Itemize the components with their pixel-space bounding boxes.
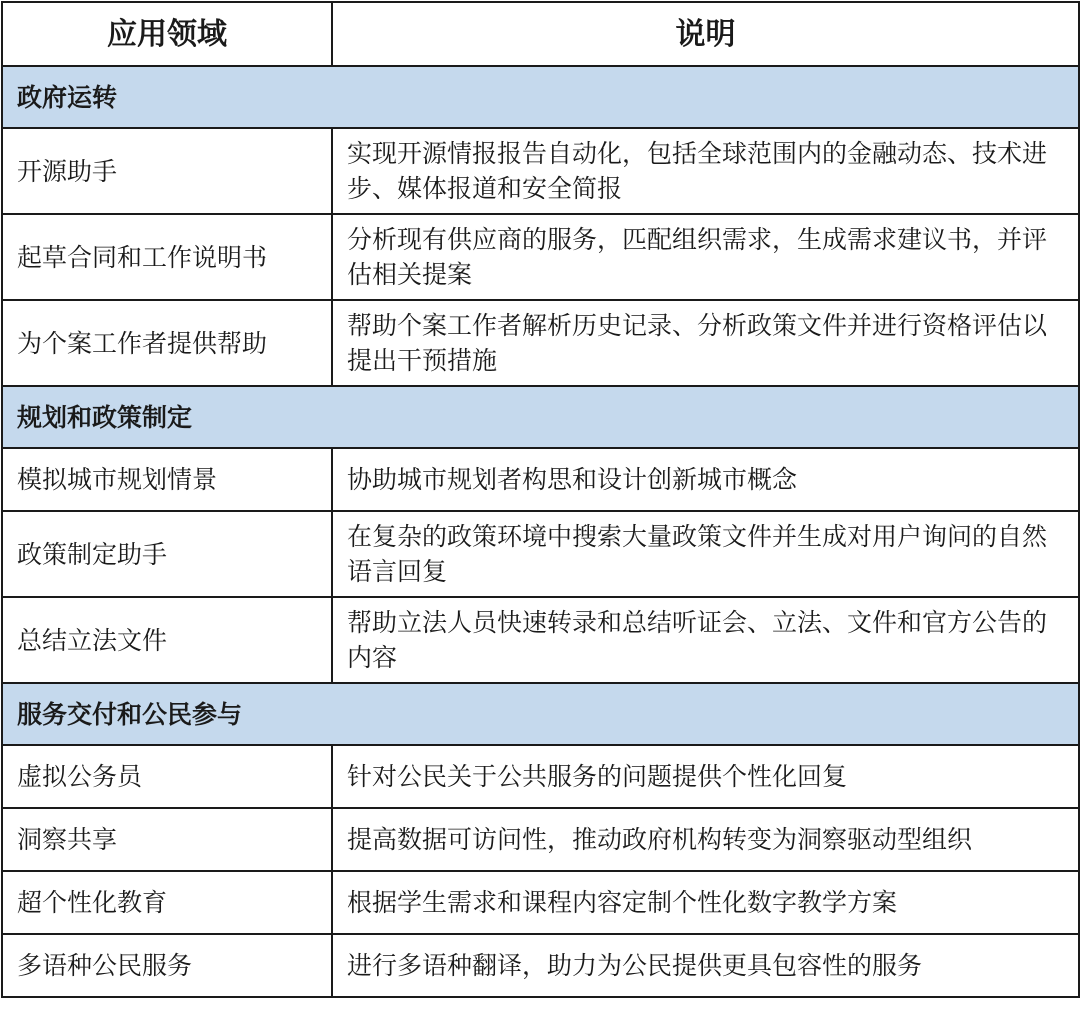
- row-description: 分析现有供应商的服务，匹配组织需求，生成需求建议书，并评估相关提案: [332, 214, 1079, 300]
- table-row: [2, 597, 1079, 683]
- table-row: [2, 511, 1079, 597]
- row-description: 在复杂的政策环境中搜索大量政策文件并生成对用户询问的自然语言回复: [332, 511, 1079, 597]
- row-domain: 超个性化教育: [2, 871, 332, 934]
- table-row: [2, 214, 1079, 300]
- table-row: [2, 871, 1079, 934]
- row-domain: 虚拟公务员: [2, 745, 332, 808]
- row-domain: 为个案工作者提供帮助: [2, 300, 332, 386]
- section-title: 规划和政策制定: [2, 386, 1079, 448]
- header-col-description: 说明: [332, 2, 1079, 66]
- row-description: 帮助个案工作者解析历史记录、分析政策文件并进行资格评估以提出干预措施: [332, 300, 1079, 386]
- section-row: [2, 683, 1079, 745]
- row-description: 根据学生需求和课程内容定制个性化数字教学方案: [332, 871, 1079, 934]
- row-description: 针对公民关于公共服务的问题提供个性化回复: [332, 745, 1079, 808]
- row-domain: 总结立法文件: [2, 597, 332, 683]
- row-description: 提高数据可访问性，推动政府机构转变为洞察驱动型组织: [332, 808, 1079, 871]
- row-domain: 起草合同和工作说明书: [2, 214, 332, 300]
- table-row: [2, 448, 1079, 511]
- row-description: 进行多语种翻译，助力为公民提供更具包容性的服务: [332, 934, 1079, 997]
- section-row: [2, 386, 1079, 448]
- row-description: 实现开源情报报告自动化，包括全球范围内的金融动态、技术进步、媒体报道和安全简报: [332, 128, 1079, 214]
- applications-table: [1, 1, 1080, 998]
- table-row: [2, 808, 1079, 871]
- table-row: [2, 128, 1079, 214]
- row-domain: 政策制定助手: [2, 511, 332, 597]
- row-domain: 洞察共享: [2, 808, 332, 871]
- row-description: 帮助立法人员快速转录和总结听证会、立法、文件和官方公告的内容: [332, 597, 1079, 683]
- table-row: [2, 934, 1079, 997]
- table-row: [2, 745, 1079, 808]
- section-row: [2, 66, 1079, 128]
- row-domain: 多语种公民服务: [2, 934, 332, 997]
- table-row: [2, 300, 1079, 386]
- row-domain: 开源助手: [2, 128, 332, 214]
- table-header-row: [2, 2, 1079, 66]
- row-description: 协助城市规划者构思和设计创新城市概念: [332, 448, 1079, 511]
- section-title: 政府运转: [2, 66, 1079, 128]
- section-title: 服务交付和公民参与: [2, 683, 1079, 745]
- header-col-domain: 应用领域: [2, 2, 332, 66]
- row-domain: 模拟城市规划情景: [2, 448, 332, 511]
